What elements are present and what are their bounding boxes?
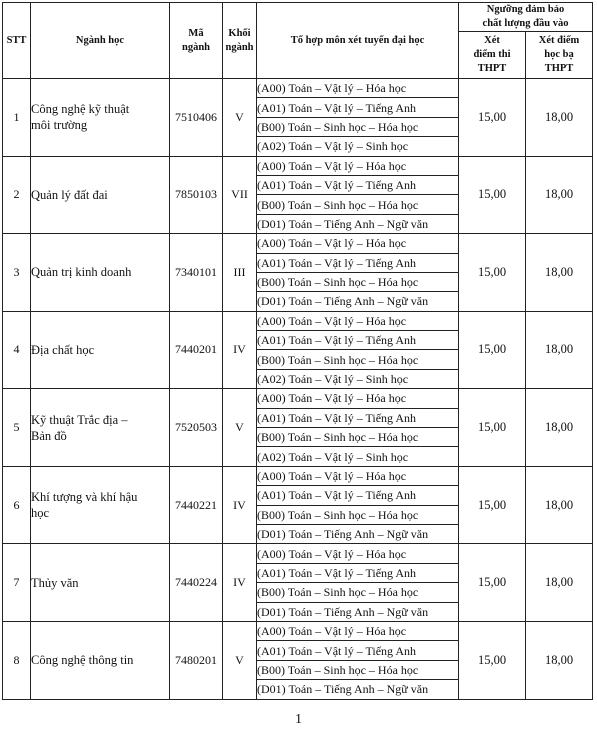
row-major-code: 7850103 [170, 156, 223, 234]
row-subject-combo: (A00) Toán – Vật lý – Hóa học [257, 621, 459, 640]
row-record-score: 18,00 [526, 621, 593, 699]
row-major-code: 7510406 [170, 79, 223, 157]
row-subject-combo: (A01) Toán – Vật lý – Tiếng Anh [257, 641, 459, 660]
row-exam-score: 15,00 [459, 389, 526, 467]
row-major-name: Thủy văn [31, 544, 170, 622]
row-major-code: 7520503 [170, 389, 223, 467]
row-subject-combo: (A01) Toán – Vật lý – Tiếng Anh [257, 563, 459, 582]
row-subject-combo: (A00) Toán – Vật lý – Hóa học [257, 389, 459, 408]
row-record-score: 18,00 [526, 234, 593, 312]
row-subject-combo: (A00) Toán – Vật lý – Hóa học [257, 79, 459, 98]
row-exam-score: 15,00 [459, 621, 526, 699]
row-major-block: V [223, 389, 257, 467]
row-subject-combo: (B00) Toán – Sinh học – Hóa học [257, 428, 459, 447]
row-major-block: IV [223, 466, 257, 544]
row-major-block: V [223, 621, 257, 699]
row-subject-combo: (D01) Toán – Tiếng Anh – Ngữ văn [257, 292, 459, 311]
row-subject-combo: (B00) Toán – Sinh học – Hóa học [257, 505, 459, 524]
row-subject-combo: (D01) Toán – Tiếng Anh – Ngữ văn [257, 214, 459, 233]
row-exam-score: 15,00 [459, 544, 526, 622]
row-major-name: Kỹ thuật Trắc địa – Bản đồ [31, 389, 170, 467]
row-subject-combo: (B00) Toán – Sinh học – Hóa học [257, 660, 459, 679]
row-major-code: 7340101 [170, 234, 223, 312]
row-major-block: III [223, 234, 257, 312]
row-major-code: 7440221 [170, 466, 223, 544]
row-exam-score: 15,00 [459, 79, 526, 157]
row-stt: 5 [3, 389, 31, 467]
row-stt: 1 [3, 79, 31, 157]
row-major-name: Khí tượng và khí hậu học [31, 466, 170, 544]
row-record-score: 18,00 [526, 544, 593, 622]
row-subject-combo: (A02) Toán – Vật lý – Sinh học [257, 447, 459, 466]
table-row [3, 621, 593, 640]
row-major-block: IV [223, 311, 257, 389]
row-major-name: Quản trị kinh doanh [31, 234, 170, 312]
row-subject-combo: (B00) Toán – Sinh học – Hóa học [257, 117, 459, 136]
admissions-table [2, 2, 593, 700]
table-row [3, 156, 593, 175]
row-subject-combo: (D01) Toán – Tiếng Anh – Ngữ văn [257, 602, 459, 621]
row-subject-combo: (B00) Toán – Sinh học – Hóa học [257, 583, 459, 602]
row-record-score: 18,00 [526, 311, 593, 389]
row-major-code: 7440224 [170, 544, 223, 622]
row-record-score: 18,00 [526, 79, 593, 157]
row-exam-score: 15,00 [459, 311, 526, 389]
row-subject-combo: (B00) Toán – Sinh học – Hóa học [257, 272, 459, 291]
row-stt: 2 [3, 156, 31, 234]
table-row [3, 389, 593, 408]
row-major-name: Địa chất học [31, 311, 170, 389]
row-major-code: 7480201 [170, 621, 223, 699]
header-exam-score: Xét điểm thi THPT [459, 32, 526, 79]
table-row [3, 466, 593, 485]
header-record-score: Xét điểm học bạ THPT [526, 32, 593, 79]
header-code: Mã ngành [170, 3, 223, 79]
header-threshold: Ngưỡng đảm bảo chất lượng đầu vào [459, 3, 593, 32]
row-stt: 6 [3, 466, 31, 544]
table-row [3, 234, 593, 253]
row-subject-combo: (A01) Toán – Vật lý – Tiếng Anh [257, 331, 459, 350]
row-stt: 7 [3, 544, 31, 622]
row-major-block: VII [223, 156, 257, 234]
row-exam-score: 15,00 [459, 466, 526, 544]
header-major: Ngành học [31, 3, 170, 79]
table-body [3, 79, 593, 700]
row-subject-combo: (A02) Toán – Vật lý – Sinh học [257, 369, 459, 388]
row-subject-combo: (D01) Toán – Tiếng Anh – Ngữ văn [257, 524, 459, 543]
row-subject-combo: (A00) Toán – Vật lý – Hóa học [257, 544, 459, 563]
row-major-name: Công nghệ thông tin [31, 621, 170, 699]
header-combo: Tổ hợp môn xét tuyển đại học [257, 3, 459, 79]
row-record-score: 18,00 [526, 466, 593, 544]
row-major-name: Quản lý đất đai [31, 156, 170, 234]
row-stt: 8 [3, 621, 31, 699]
row-subject-combo: (A01) Toán – Vật lý – Tiếng Anh [257, 253, 459, 272]
row-major-block: V [223, 79, 257, 157]
row-subject-combo: (A00) Toán – Vật lý – Hóa học [257, 234, 459, 253]
header-stt: STT [3, 3, 31, 79]
row-exam-score: 15,00 [459, 234, 526, 312]
row-subject-combo: (B00) Toán – Sinh học – Hóa học [257, 195, 459, 214]
row-major-code: 7440201 [170, 311, 223, 389]
row-subject-combo: (B00) Toán – Sinh học – Hóa học [257, 350, 459, 369]
row-subject-combo: (A01) Toán – Vật lý – Tiếng Anh [257, 486, 459, 505]
row-record-score: 18,00 [526, 389, 593, 467]
row-record-score: 18,00 [526, 156, 593, 234]
row-subject-combo: (A02) Toán – Vật lý – Sinh học [257, 137, 459, 156]
row-subject-combo: (A00) Toán – Vật lý – Hóa học [257, 466, 459, 485]
row-major-name: Công nghệ kỹ thuật môi trường [31, 79, 170, 157]
row-subject-combo: (A00) Toán – Vật lý – Hóa học [257, 311, 459, 330]
row-subject-combo: (A01) Toán – Vật lý – Tiếng Anh [257, 98, 459, 117]
row-stt: 4 [3, 311, 31, 389]
row-subject-combo: (A01) Toán – Vật lý – Tiếng Anh [257, 175, 459, 194]
row-subject-combo: (A00) Toán – Vật lý – Hóa học [257, 156, 459, 175]
table-row [3, 79, 593, 98]
row-exam-score: 15,00 [459, 156, 526, 234]
table-row [3, 311, 593, 330]
table-row [3, 544, 593, 563]
row-stt: 3 [3, 234, 31, 312]
row-subject-combo: (D01) Toán – Tiếng Anh – Ngữ văn [257, 680, 459, 699]
row-major-block: IV [223, 544, 257, 622]
header-row-top [3, 3, 593, 32]
page-number: 1 [295, 712, 302, 727]
header-block: Khối ngành [223, 3, 257, 79]
row-subject-combo: (A01) Toán – Vật lý – Tiếng Anh [257, 408, 459, 427]
